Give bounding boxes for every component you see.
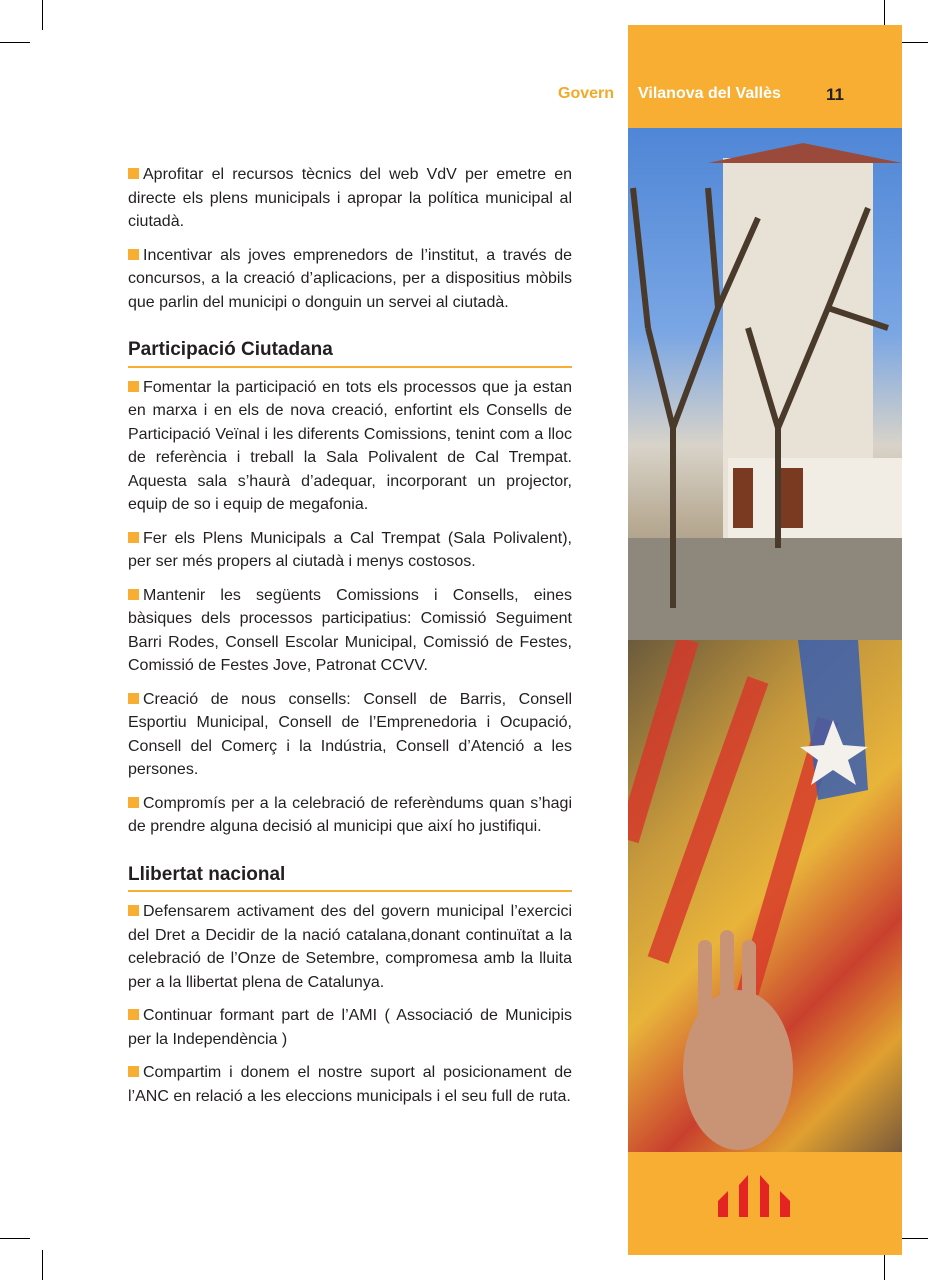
- list-item: Mantenir les següents Comissions i Consells, eines bàsiques dels processos participatius: Comissió Seguiment Barri Rodes, Consell Escolar Municipal, Comissió de Festes, Comissió de Festes Jove, Patronat CCVV.: [128, 586, 572, 674]
- bullet-square-icon: [128, 249, 139, 260]
- bullet-square-icon: [128, 381, 139, 392]
- section-heading: Llibertat nacional: [128, 863, 572, 893]
- page-number: 11: [826, 85, 844, 104]
- body-text: [128, 163, 572, 1118]
- list-item: Continuar formant part de l’AMI ( Associació de Municipis per la Independència ): [128, 1007, 572, 1048]
- section-heading: Participació Ciutadana: [128, 338, 572, 368]
- party-logo: [718, 1175, 790, 1222]
- bullet-square-icon: [128, 693, 139, 704]
- list-item: Compromís per a la celebració de referèndums quan s’hagi de prendre alguna decisió al municipi que així ho justifiqui.: [128, 794, 572, 835]
- bullet-square-icon: [128, 1009, 139, 1020]
- crop-mark: [0, 1238, 30, 1239]
- list-item: Fer els Plens Municipals a Cal Trempat (Sala Polivalent), per ser més propers al ciutadà i menys costosos.: [128, 529, 572, 570]
- bullet-square-icon: [128, 797, 139, 808]
- flags-photo: [628, 640, 902, 1152]
- list-item: Defensarem activament des del govern municipal l’exercici del Dret a Decidir de la nació catalana,donant continuïtat a la celebració de l’Onze de Setembre, compromesa amb la lluita per a la llibertat plena de Catalunya.: [128, 903, 572, 991]
- bullet-square-icon: [128, 589, 139, 600]
- list-item: Fomentar la participació en tots els processos que ja estan en marxa i en els de nova creació, enfortint els Consells de Participació Veïnal i les diferents Comissions, tenint com a lloc de referència i treball la Sala Polivalent de Cal Trempat. Aquesta sala s’haurà d’adequar, incorporant un projector, equip de so i equip de megafonia.: [128, 378, 572, 513]
- crop-mark: [42, 0, 43, 30]
- header-town: Vilanova del Vallès: [638, 85, 781, 102]
- list-item: Creació de nous consells: Consell de Barris, Consell Esportiu Municipal, Consell de l’Emprenedoria i Ocupació, Consell del Comerç i la Indústria, Consell d’Atenció a les persones.: [128, 690, 572, 778]
- list-item: Incentivar als joves emprenedors de l’institut, a través de concursos, a la creació d’aplicacions, per a dispositius mòbils que parlin del municipi o donguin un servei al ciutadà.: [128, 246, 572, 311]
- crop-mark: [0, 42, 30, 43]
- header-section: Govern: [558, 85, 615, 102]
- crop-mark: [898, 1238, 928, 1239]
- crop-mark: [898, 42, 928, 43]
- list-item: Compartim i donem el nostre suport al posicionament de l’ANC en relació a les eleccions municipals i el seu full de ruta.: [128, 1064, 572, 1105]
- bullet-square-icon: [128, 532, 139, 543]
- bullet-square-icon: [128, 905, 139, 916]
- bullet-square-icon: [128, 168, 139, 179]
- town-hall-photo: [628, 128, 902, 640]
- crop-mark: [42, 1250, 43, 1280]
- list-item: Aprofitar el recursos tècnics del web VdV per emetre en directe els plens municipals i apropar la política municipal al ciutadà.: [128, 166, 572, 230]
- bullet-square-icon: [128, 1066, 139, 1077]
